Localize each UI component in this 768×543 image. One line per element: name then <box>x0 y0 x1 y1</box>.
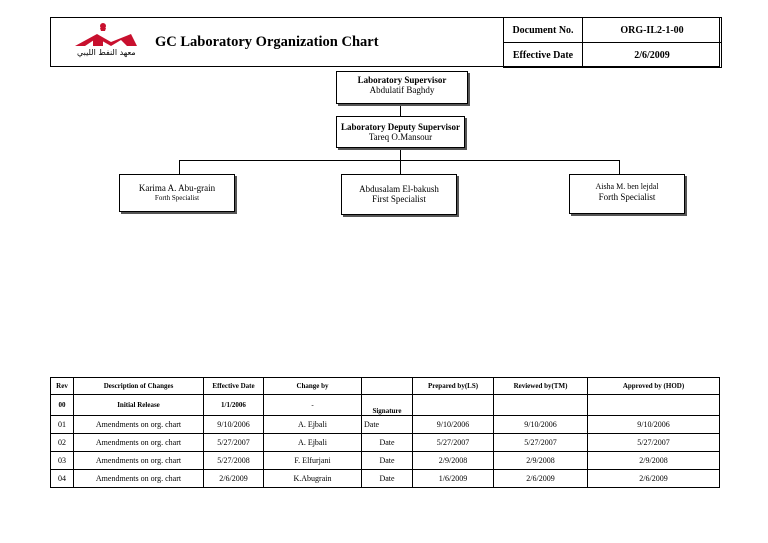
table-cell: 04 <box>51 470 74 488</box>
table-cell: 2/9/2008 <box>494 452 588 470</box>
table-cell: 5/27/2007 <box>588 434 720 452</box>
table-cell: F. Elfurjani <box>264 452 362 470</box>
table-cell: Date <box>362 434 413 452</box>
table-cell: Signature <box>362 395 413 416</box>
col-header: Prepared by(LS) <box>413 378 494 395</box>
table-cell: Date <box>362 470 413 488</box>
table-cell: A. Ejbali <box>264 434 362 452</box>
table-cell: Amendments on org. chart <box>74 452 204 470</box>
table-cell: Amendments on org. chart <box>74 416 204 434</box>
table-row <box>51 452 720 470</box>
table-cell: K.Abugrain <box>264 470 362 488</box>
connector-supervisor-deputy <box>400 104 401 116</box>
table-cell: 02 <box>51 434 74 452</box>
org-box-deputy <box>336 116 465 148</box>
right-specialist-role: Forth Specialist <box>598 192 656 202</box>
col-header: Approved by (HOD) <box>588 378 720 395</box>
table-cell: Date <box>362 416 413 434</box>
table-cell <box>588 395 720 416</box>
right-specialist-name: Aisha M. ben lejdal <box>595 182 659 191</box>
connector-deputy-bus <box>400 148 401 160</box>
supervisor-name: Abdulatif Baghdy <box>369 85 435 95</box>
table-cell: 00 <box>51 395 74 416</box>
table-cell: 1/6/2009 <box>413 470 494 488</box>
col-header: Rev <box>51 378 74 395</box>
table-cell: Amendments on org. chart <box>74 434 204 452</box>
document-meta-table <box>503 17 722 68</box>
center-specialist-role: First Specialist <box>372 194 426 204</box>
deputy-title: Laboratory Deputy Supervisor <box>341 122 460 132</box>
table-cell: 1/1/2006 <box>204 395 264 416</box>
table-cell: Amendments on org. chart <box>74 470 204 488</box>
connector-left-drop <box>179 160 180 174</box>
effective-date-label: Effective Date <box>504 43 583 68</box>
table-cell: 2/9/2008 <box>588 452 720 470</box>
table-row <box>51 416 720 434</box>
connector-horizontal-bus <box>179 160 619 161</box>
document-no-label: Document No. <box>504 18 583 43</box>
table-cell: - <box>264 395 362 416</box>
institute-logo <box>71 22 141 62</box>
table-row <box>51 470 720 488</box>
logo-arabic-text: معهد النفط الليبي <box>77 48 136 57</box>
left-specialist-name: Karima A. Abu-grain <box>138 183 216 193</box>
supervisor-title: Laboratory Supervisor <box>357 75 447 85</box>
col-header <box>362 378 413 395</box>
deputy-name: Tareq O.Mansour <box>368 132 433 142</box>
revision-header-row <box>51 378 720 395</box>
table-cell: 5/27/2007 <box>413 434 494 452</box>
left-specialist-role: Forth Specialist <box>154 194 200 202</box>
connector-right-drop <box>619 160 620 174</box>
table-row <box>51 434 720 452</box>
table-cell: 01 <box>51 416 74 434</box>
page-title: GC Laboratory Organization Chart <box>155 34 379 50</box>
table-cell <box>494 395 588 416</box>
table-cell: 2/6/2009 <box>494 470 588 488</box>
table-cell: 5/27/2007 <box>494 434 588 452</box>
table-cell: A. Ejbali <box>264 416 362 434</box>
org-box-right-specialist <box>569 174 685 214</box>
table-cell: 03 <box>51 452 74 470</box>
table-cell: 9/10/2006 <box>413 416 494 434</box>
table-cell: 9/10/2006 <box>588 416 720 434</box>
table-cell <box>413 395 494 416</box>
table-cell: 9/10/2006 <box>204 416 264 434</box>
col-header: Change by <box>264 378 362 395</box>
table-cell: 9/10/2006 <box>494 416 588 434</box>
document-header <box>50 17 720 67</box>
table-cell: 5/27/2008 <box>204 452 264 470</box>
table-cell: 2/6/2009 <box>588 470 720 488</box>
table-cell: 5/27/2007 <box>204 434 264 452</box>
revision-history-table <box>50 377 720 488</box>
document-no-value: ORG-IL2-1-00 <box>583 18 722 43</box>
col-header: Reviewed by(TM) <box>494 378 588 395</box>
col-header: Description of Changes <box>74 378 204 395</box>
effective-date-value: 2/6/2009 <box>583 43 722 68</box>
table-cell: 2/6/2009 <box>204 470 264 488</box>
table-cell: 2/9/2008 <box>413 452 494 470</box>
connector-center-drop <box>400 160 401 174</box>
org-box-supervisor <box>336 71 468 104</box>
center-specialist-name: Abdusalam El-bakush <box>359 184 439 194</box>
table-row <box>51 395 720 416</box>
col-header: Effective Date <box>204 378 264 395</box>
org-box-left-specialist <box>119 174 235 212</box>
table-cell: Date <box>362 452 413 470</box>
table-cell: Initial Release <box>74 395 204 416</box>
org-box-center-specialist <box>341 174 457 215</box>
